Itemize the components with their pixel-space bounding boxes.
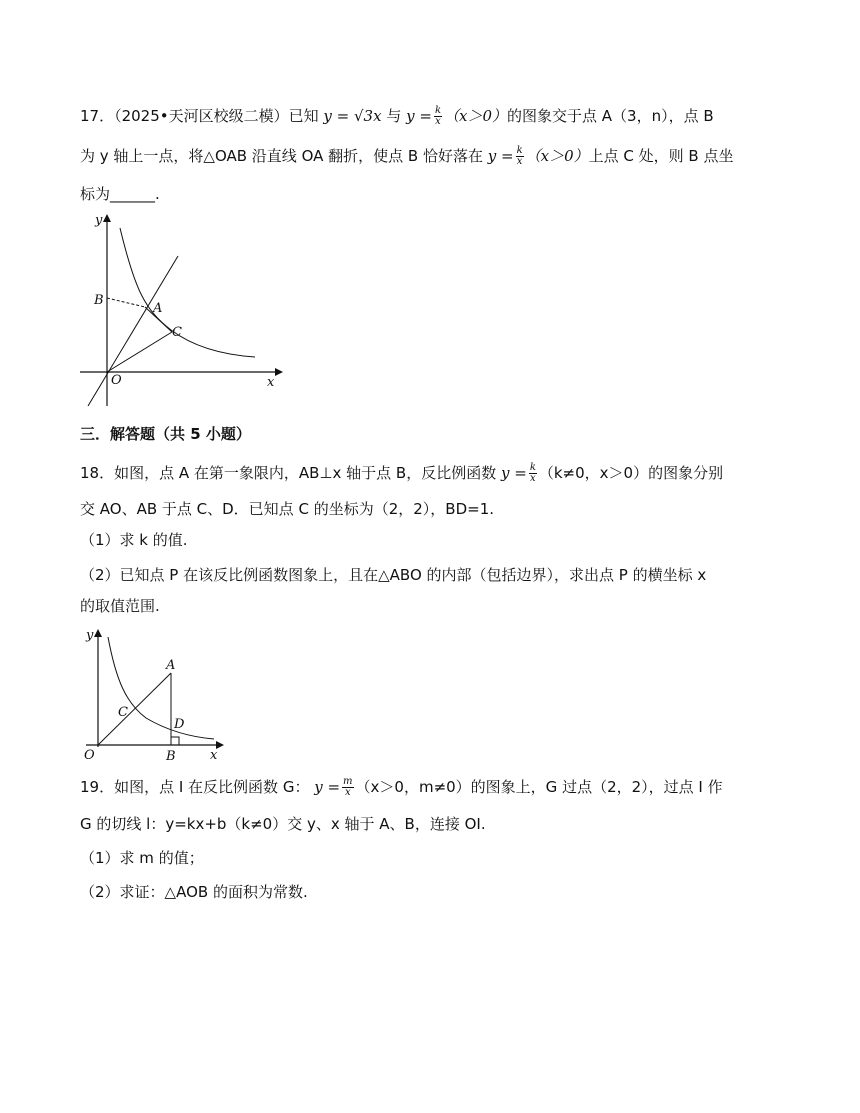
fraction-denominator: x: [435, 116, 441, 127]
q19-part-2: （2）求证：△AOB 的面积为常数.: [80, 883, 308, 901]
y-axis-arrow-icon: [94, 629, 102, 637]
label-y: y: [86, 628, 94, 643]
q19-text: 19．如图，点 I 在反比例函数 G：: [80, 778, 310, 796]
label-D: D: [174, 717, 185, 732]
q18-equation-lhs: y =: [501, 464, 527, 482]
q17-text: 标为______.: [80, 185, 160, 203]
segment-BA-dashed: [107, 298, 145, 307]
section-title: 三．解答题（共 5 小题）: [80, 425, 251, 443]
x-axis-arrow-icon: [275, 368, 283, 376]
segment-OC: [107, 332, 172, 372]
label-x: x: [210, 748, 218, 763]
q17-text: 已知: [288, 107, 319, 125]
q17-source: （2025•天河区校级二模）: [114, 107, 289, 125]
q17-fraction: [516, 146, 524, 167]
fraction-denominator: x: [516, 156, 523, 167]
q17-line-3: [80, 184, 160, 204]
label-C: C: [172, 325, 182, 340]
q17-condition: （x＞0）: [444, 107, 508, 125]
q18-line-2: 交 AO、AB 于点 C、D．已知点 C 的坐标为（2，2），BD=1.: [80, 500, 495, 518]
q17-text: 的图象交于点 A（3，n），点 B: [507, 107, 714, 125]
hyperbola-curve: [120, 228, 255, 357]
q17-equation-lhs: y =: [406, 107, 432, 125]
label-O: O: [111, 373, 122, 388]
fraction-denominator: x: [530, 473, 536, 484]
q19-line-2: G 的切线 l：y=kx+b（k≠0）交 y、x 轴于 A、B，连接 OI.: [80, 815, 486, 833]
fraction-numerator: k: [529, 462, 536, 473]
label-O: O: [84, 748, 95, 763]
hyperbola-curve: [108, 637, 214, 739]
q17-equation-lhs: y =: [487, 147, 514, 165]
q17-fraction: [434, 106, 442, 127]
q17-condition: （x＞0）: [525, 147, 589, 165]
label-A: A: [153, 301, 163, 316]
q19-fraction: [342, 777, 353, 798]
label-C: C: [118, 705, 128, 720]
q17-number: 17．: [80, 107, 115, 125]
label-B: B: [166, 749, 176, 764]
q17-equation-line: y = √3x: [323, 107, 382, 125]
label-B: B: [94, 293, 104, 308]
q19-line-1: [80, 777, 723, 798]
q19-part-1: （1）求 m 的值；: [80, 849, 204, 867]
q19-equation-lhs: y =: [314, 778, 341, 796]
label-A: A: [166, 658, 176, 673]
q18-part-2-line-2: 的取值范围.: [80, 597, 160, 615]
q17-text: 为 y 轴上一点，将△OAB 沿直线 OA 翻折，使点 B 恰好落在: [80, 147, 483, 165]
q17-line-1: [80, 106, 714, 127]
q18-figure: [78, 625, 248, 765]
fraction-numerator: k: [434, 105, 442, 116]
label-y: y: [95, 213, 103, 228]
q18-text: 18．如图，点 A 在第一象限内，AB⊥x 轴于点 B，反比例函数: [80, 464, 497, 482]
fraction-denominator: x: [344, 787, 351, 798]
segment-OA: [98, 673, 171, 745]
q18-part-1: （1）求 k 的值.: [80, 531, 188, 549]
q18-part-2-line-1: （2）已知点 P 在该反比例函数图象上，且在△ABO 的内部（包括边界），求出点 P 的横坐标 x: [80, 566, 707, 584]
label-x: x: [267, 375, 275, 390]
fraction-numerator: k: [516, 145, 523, 156]
q18-line-1: [80, 463, 723, 484]
q19-text: （x＞0，m≠0）的图象上，G 过点（2，2），过点 I 作: [355, 778, 723, 796]
q17-text: 上点 C 处，则 B 点坐: [588, 147, 734, 165]
q18-fraction: [529, 463, 537, 484]
q18-text: （k≠0，x＞0）的图象分别: [538, 464, 724, 482]
q17-line-2: [80, 146, 734, 167]
fraction-numerator: m: [343, 776, 353, 787]
right-angle-mark: [171, 737, 179, 745]
y-axis-arrow-icon: [103, 214, 111, 222]
line-y-sqrt3x: [88, 256, 178, 406]
q17-figure: [75, 210, 290, 410]
q17-text: 与: [386, 107, 402, 125]
